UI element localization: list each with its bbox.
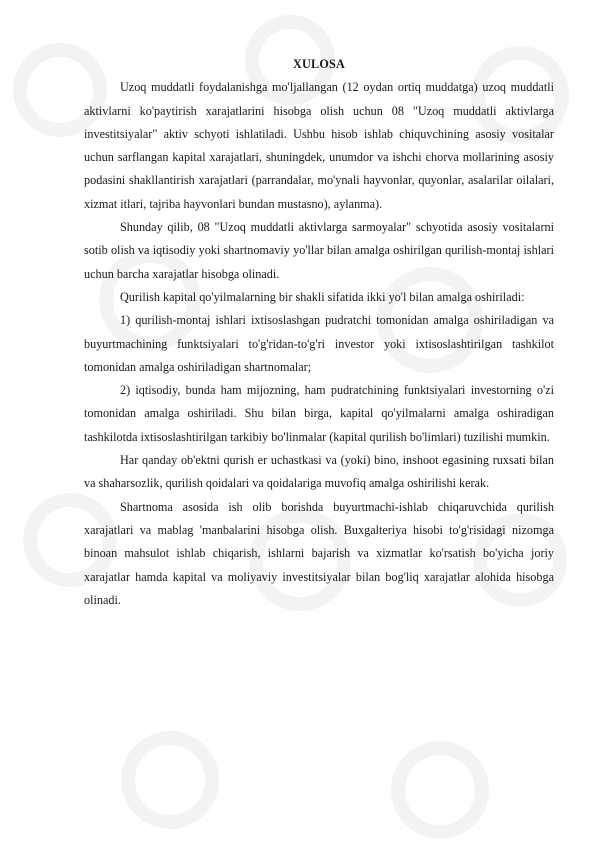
paragraph: Shartnoma asosida ish olib borishda buyurtmachi-ishlab chiqaruvchida qurilish xarajatlari va mablag 'manbalarini hisobga olish. Buxgalteriya hisobi to'g'risidagi nizomga binoan mahsulot ishlab chiqarish, ishlarni bajarish va xizmatlar ko'rsatish bo'yicha joriy xarajatlar hamda kapital va moliyaviy investitsiyalar bilan bog'liq xarajatlar alohida hisobga olinadi.	[84, 499, 554, 607]
paragraph: Shunday qilib, 08 "Uzoq muddatli aktivlarga sarmoyalar" schyotida asosiy vositalarni sotib olish va iqtisodiy yoki shartnomaviy yo'llar bilan amalga oshirilgan qurilish-montaj ishlari uchun barcha xarajatlar hisobga olinadi.	[84, 220, 554, 281]
document-title: XULOSA	[293, 57, 345, 71]
paragraph: Qurilish kapital qo'yilmalarning bir shakli sifatida ikki yo'l bilan amalga oshiriladi:	[120, 289, 525, 304]
document-body	[84, 53, 554, 612]
list-item: 2) iqtisodiy, bunda ham mijozning, ham pudratchining funktsiyalari investorning o'zi tomonidan amalga oshiriladi. Shu bilan birga, kapital qo'yilmalarni amalga oshiradigan tashkilotda ixtisoslashtirilgan tarkibiy bo'linmalar (kapital qurilish bo'limlari) tuzilishi mumkin.	[84, 383, 554, 444]
list-item: 1) qurilish-montaj ishlari ixtisoslashgan pudratchi tomonidan amalga oshiriladigan va buyurtmachining funktsiyalari to'g'ridan-to'g'ri investor yoki ixtisoslashtirilgan tashkilot tomonidan amalga oshiriladigan shartnomalar;	[84, 313, 554, 374]
paragraph: Uzoq muddatli foydalanishga mo'ljallangan (12 oydan ortiq muddatga) uzoq muddatli aktivlarni ko'paytirish xarajatlarini hisobga olish uchun 08 "Uzoq muddatli aktivlarga investitsiyalar" aktiv schyoti ishlatiladi. Ushbu hisob ishlab chiquvchining asosiy vositalar uchun sarflangan kapital xarajatlari, shuningdek, unumdor va ishchi chorva mollarining asosiy podasini shakllantirish xarajatlari (parrandalar, mo'ynali hayvonlar, quyonlar, asalarilar oilalari, xizmat itlari, tajriba hayvonlari bundan mustasno), aylanma).	[84, 80, 554, 211]
paragraph: Har qanday ob'ektni qurish er uchastkasi va (yoki) bino, inshoot egasining ruxsati bilan va shaharsozlik, qurilish qoidalari va qoidalariga muvofiq amalga oshirilishi kerak.	[84, 453, 554, 491]
